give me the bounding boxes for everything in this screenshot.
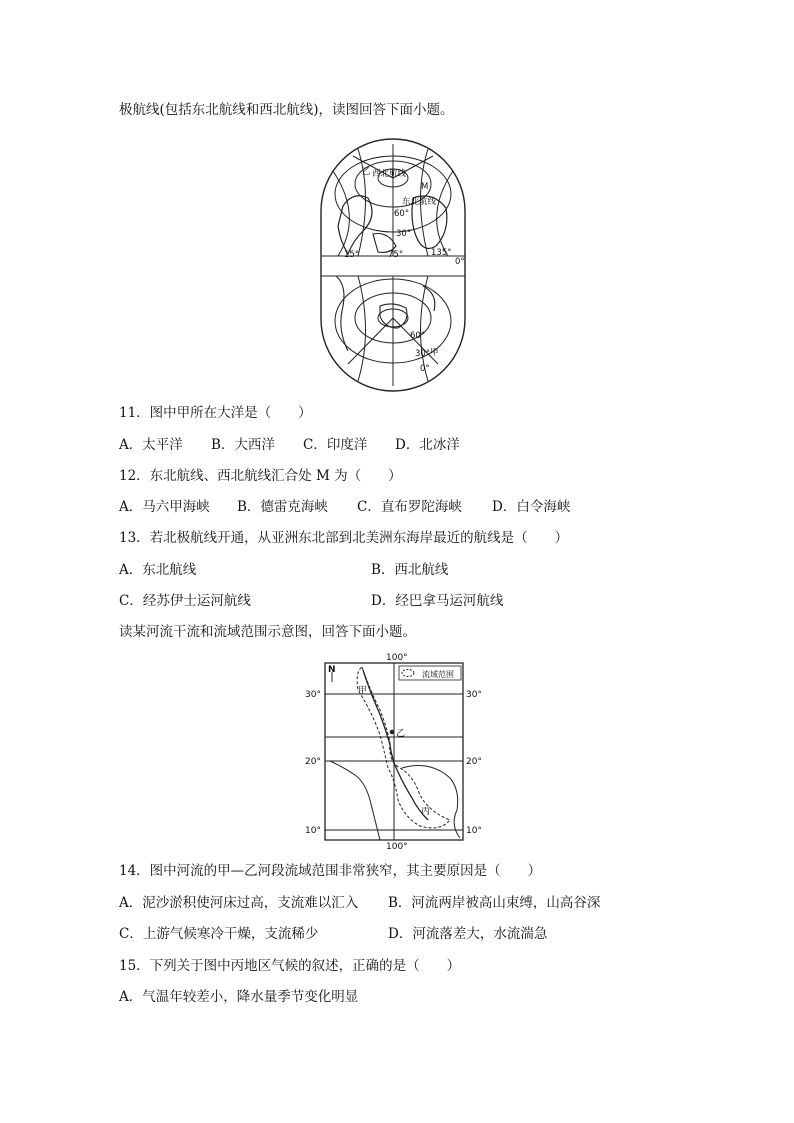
- label-yi2: 乙: [396, 729, 406, 739]
- label-s30: 30°: [415, 349, 431, 359]
- label-top-100: 100°: [386, 653, 408, 663]
- label-jia2: 甲: [358, 686, 368, 696]
- river-basin-map: [300, 650, 490, 850]
- q12-stem: 12．东北航线、西北航线汇合处 M 为（ ）: [119, 468, 402, 484]
- q14-option-a: A．泥沙淤积使河床过高，支流难以汇入: [119, 895, 359, 911]
- q12-option-d: D．白令海峡: [492, 499, 571, 515]
- label-lat30: 30°: [396, 229, 412, 239]
- q14-option-c: C．上游气候寒冷干燥，支流稀少: [119, 926, 319, 942]
- label-lon0: 0°: [455, 257, 465, 267]
- q15-stem: 15．下列关于图中丙地区气候的叙述，正确的是（ ）: [119, 958, 461, 974]
- label-bottom-100: 100°: [386, 842, 408, 850]
- q12-option-b: B．德雷克海峡: [237, 499, 328, 515]
- q12-option-a: A．马六甲海峡: [119, 499, 210, 515]
- label-right-20: 20°: [466, 757, 482, 767]
- q14-stem: 14．图中河流的甲—乙河段流域范围非常狭窄，其主要原因是（ ）: [119, 863, 542, 879]
- label-right-10: 10°: [466, 826, 482, 836]
- label-jia: 甲: [430, 348, 439, 358]
- label-right-30: 30°: [466, 690, 482, 700]
- label-lon75: 75°: [388, 250, 404, 260]
- label-lat60: 60°: [394, 209, 410, 219]
- q15-option-a: A．气温年较差小，降水量季节变化明显: [119, 989, 359, 1005]
- label-left-20: 20°: [305, 757, 321, 767]
- q13-option-a: A．东北航线: [119, 562, 197, 578]
- q14-option-b: B．河流两岸被高山束缚，山高谷深: [388, 895, 601, 911]
- label-nw-route: 西北航线: [372, 169, 407, 179]
- q11-option-a: A．太平洋: [119, 437, 183, 453]
- label-s0: 0°: [420, 364, 430, 374]
- label-bing: 丙: [421, 807, 431, 817]
- label-s60: 60°: [410, 331, 426, 341]
- label-left-10: 10°: [305, 826, 321, 836]
- q13-stem: 13．若北极航线开通，从亚洲东北部到北美洲东海岸最近的航线是（ ）: [119, 530, 569, 546]
- label-left-30: 30°: [305, 690, 321, 700]
- label-legend: 流域范围: [422, 670, 454, 679]
- q13-option-d: D．经巴拿马运河航线: [371, 593, 504, 609]
- q11-option-d: D．北冰洋: [395, 437, 460, 453]
- q11-stem: 11．图中甲所在大洋是（ ）: [119, 405, 312, 421]
- label-m: M: [421, 182, 429, 192]
- q12-option-c: C．直布罗陀海峡: [357, 499, 462, 515]
- intro2-text: 读某河流干流和流域范围示意图，回答下面小题。: [119, 624, 416, 640]
- q13-option-b: B．西北航线: [371, 562, 449, 578]
- label-lon15: 15°: [344, 250, 360, 260]
- polar-route-map: [318, 136, 468, 394]
- label-lon135: 135°: [431, 248, 452, 258]
- intro-text: 极航线(包括东北航线和西北航线)，读图回答下面小题。: [119, 102, 454, 118]
- q13-option-c: C．经苏伊士运河航线: [119, 593, 251, 609]
- q14-option-d: D．河流落差大，水流湍急: [388, 926, 548, 942]
- label-ne-route: 东北航线: [402, 197, 437, 207]
- q11-option-c: C．印度洋: [303, 437, 368, 453]
- label-yi: 乙: [362, 167, 371, 177]
- q11-option-b: B．大西洋: [211, 437, 275, 453]
- label-north: N: [328, 665, 336, 675]
